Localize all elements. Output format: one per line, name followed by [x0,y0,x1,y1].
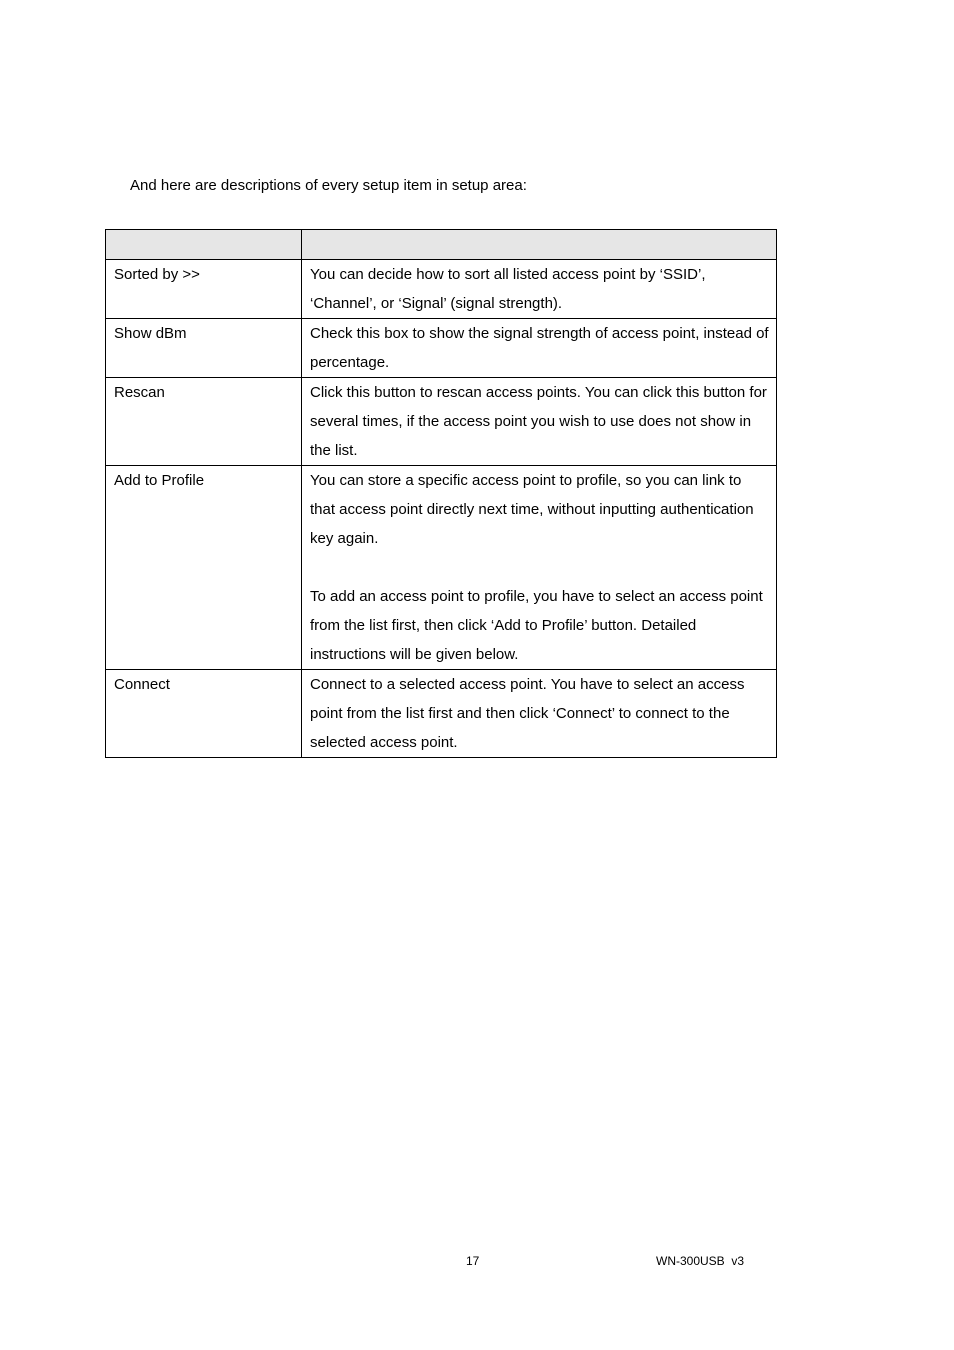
description-paragraph: Click this button to rescan access points. You can click this button for several times, if the access point you wish to use does not show in the list. [310,384,767,459]
item-name-cell: Show dBm [106,319,302,378]
table-row [106,319,777,378]
description-paragraph: Connect to a selected access point. You have to select an access point from the list first and then click ‘Connect’ to connect to the selected access point. [310,676,745,751]
header-cell-description [302,230,777,260]
item-description-cell [302,260,777,319]
item-name-cell: Rescan [106,378,302,466]
table-row [106,670,777,758]
description-paragraph: To add an access point to profile, you have to select an access point from the list first, then click ‘Add to Profile’ button. Detailed instructions will be given below. [310,588,763,663]
table-row [106,466,777,670]
footer-model-version: WN-300USB v3 [656,1254,745,1268]
description-paragraph: You can store a specific access point to profile, so you can link to that access point directly next time, without inputting authentication key again. [310,472,754,547]
paragraph-spacer [310,553,769,582]
item-name-cell: Add to Profile [106,466,302,670]
header-cell-item [106,230,302,260]
page-number: 17 [466,1254,480,1268]
item-description-cell [302,319,777,378]
item-description-cell [302,670,777,758]
table-row [106,260,777,319]
intro-paragraph: And here are descriptions of every setup item in setup area: [130,177,527,194]
item-description-cell [302,378,777,466]
setup-items-table [105,229,777,758]
item-description-cell [302,466,777,670]
table-header-row [106,230,777,260]
description-paragraph: Check this box to show the signal strength of access point, instead of percentage. [310,325,769,371]
description-paragraph: You can decide how to sort all listed access point by ‘SSID’, ‘Channel’, or ‘Signal’ (signal strength). [310,266,706,312]
item-name-cell: Sorted by >> [106,260,302,319]
item-name-cell: Connect [106,670,302,758]
table-row [106,378,777,466]
